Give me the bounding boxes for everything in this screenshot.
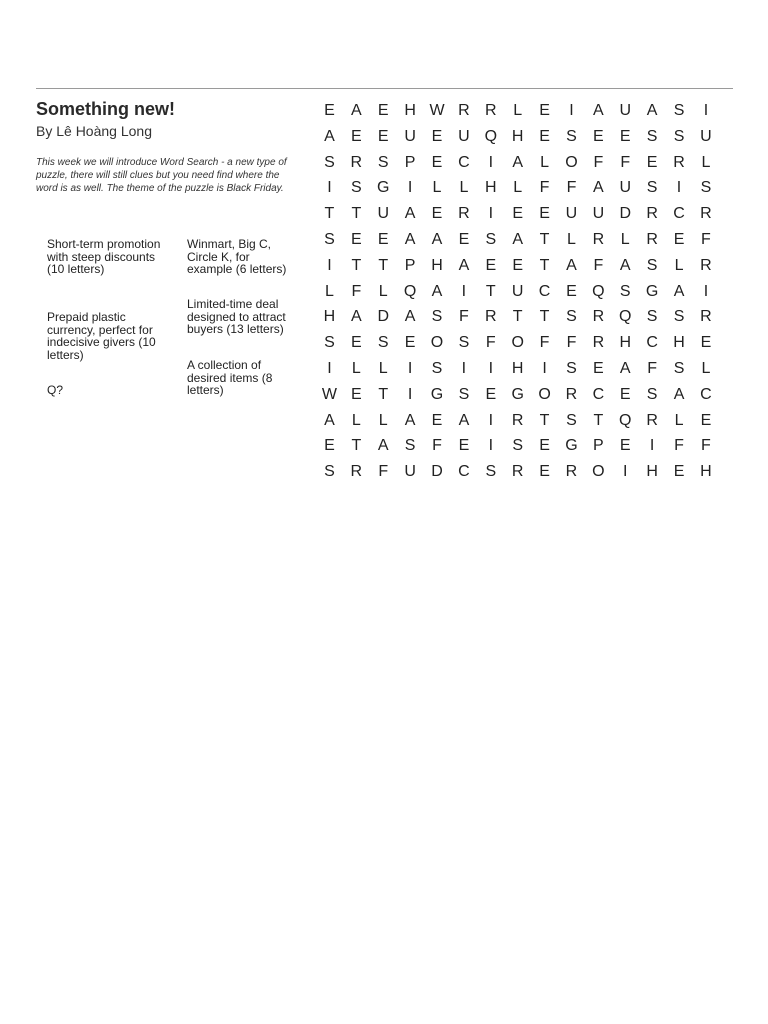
grid-cell[interactable]: S xyxy=(673,308,685,326)
grid-cell[interactable]: H xyxy=(700,463,712,481)
grid-cell[interactable]: L xyxy=(351,359,361,377)
grid-cell[interactable]: E xyxy=(431,127,443,145)
grid-cell[interactable]: C xyxy=(538,282,551,300)
grid-cell[interactable]: T xyxy=(351,437,362,455)
grid-cell[interactable]: E xyxy=(458,230,470,248)
grid-cell[interactable]: F xyxy=(539,179,550,197)
grid-cell[interactable]: C xyxy=(458,153,470,171)
grid-cell[interactable]: U xyxy=(619,179,632,197)
grid-cell[interactable]: E xyxy=(646,153,658,171)
grid-cell[interactable]: A xyxy=(404,411,416,429)
grid-cell[interactable]: C xyxy=(458,463,470,481)
grid-cell[interactable]: U xyxy=(404,127,416,145)
grid-cell[interactable]: R xyxy=(350,463,363,481)
grid-cell[interactable]: H xyxy=(404,102,416,119)
grid-cell[interactable]: A xyxy=(593,102,604,119)
grid-cell[interactable]: L xyxy=(513,179,523,197)
grid-cell[interactable]: T xyxy=(593,411,604,429)
grid-cell[interactable]: E xyxy=(539,463,550,481)
grid-cell[interactable]: A xyxy=(619,359,631,377)
grid-cell[interactable]: L xyxy=(540,153,550,171)
grid-cell[interactable]: O xyxy=(592,463,605,481)
grid-cell[interactable]: R xyxy=(458,102,470,119)
grid-cell[interactable]: I xyxy=(488,437,494,455)
grid-cell[interactable]: F xyxy=(566,334,577,352)
grid-row xyxy=(316,304,721,330)
grid-cell[interactable]: T xyxy=(512,308,523,326)
grid-cell[interactable]: S xyxy=(377,153,389,171)
grid-row xyxy=(316,201,721,227)
grid-cell[interactable]: E xyxy=(566,282,577,300)
grid-cell[interactable]: D xyxy=(619,205,632,223)
grid-cell[interactable]: I xyxy=(488,411,494,429)
grid-cell[interactable]: S xyxy=(324,153,335,171)
grid-cell[interactable]: L xyxy=(459,179,469,197)
grid-cell[interactable]: S xyxy=(458,385,470,403)
grid-cell[interactable]: E xyxy=(539,127,550,145)
clue-item: Short-term promotion with steep discounts (10 letters) xyxy=(47,237,161,276)
grid-row xyxy=(316,124,721,150)
grid-cell[interactable]: D xyxy=(431,463,443,481)
grid-cell[interactable]: S xyxy=(431,308,443,326)
grid-cell[interactable]: F xyxy=(620,153,631,171)
grid-cell[interactable]: R xyxy=(700,205,712,223)
grid-cell[interactable]: R xyxy=(565,385,578,403)
grid-cell[interactable]: F xyxy=(485,334,496,352)
grid-cell[interactable]: S xyxy=(566,411,577,429)
grid-cell[interactable]: S xyxy=(619,282,631,300)
grid-cell[interactable]: H xyxy=(511,127,524,145)
grid-row xyxy=(316,227,721,253)
grid-cell[interactable]: I xyxy=(623,463,628,481)
grid-cell[interactable]: H xyxy=(485,179,497,197)
grid-cell[interactable]: T xyxy=(485,282,496,300)
grid-cell[interactable]: C xyxy=(592,385,605,403)
grid-cell[interactable]: H xyxy=(431,256,443,274)
grid-cell[interactable]: G xyxy=(430,385,444,403)
grid-cell[interactable]: C xyxy=(700,385,712,403)
grid-cell[interactable]: F xyxy=(351,282,362,300)
grid-cell[interactable]: U xyxy=(511,282,524,300)
grid-cell[interactable]: U xyxy=(404,463,416,481)
grid-cell[interactable]: A xyxy=(619,256,631,274)
grid-cell[interactable]: H xyxy=(511,359,524,377)
grid-cell[interactable]: S xyxy=(673,359,685,377)
grid-cell[interactable]: S xyxy=(324,463,335,481)
grid-cell[interactable]: E xyxy=(324,437,335,455)
grid-cell[interactable]: A xyxy=(458,411,470,429)
grid-cell[interactable]: W xyxy=(429,102,445,119)
grid-cell[interactable]: I xyxy=(542,359,547,377)
grid-cell[interactable]: R xyxy=(592,230,605,248)
grid-cell[interactable]: R xyxy=(592,334,605,352)
grid-cell[interactable]: C xyxy=(646,334,658,352)
grid-cell[interactable]: T xyxy=(351,205,362,223)
grid-cell[interactable]: U xyxy=(700,127,712,145)
grid-cell[interactable]: T xyxy=(539,230,550,248)
grid-cell[interactable]: G xyxy=(511,385,524,403)
grid-cell[interactable]: S xyxy=(566,127,577,145)
word-search-grid[interactable] xyxy=(316,98,721,485)
grid-cell[interactable]: A xyxy=(646,102,658,119)
grid-cell[interactable]: R xyxy=(646,230,658,248)
grid-cell[interactable]: U xyxy=(377,205,389,223)
grid-cell[interactable]: R xyxy=(485,102,497,119)
grid-cell[interactable]: L xyxy=(674,411,684,429)
grid-cell[interactable]: U xyxy=(565,205,578,223)
grid-cell[interactable]: S xyxy=(431,359,443,377)
grid-cell[interactable]: L xyxy=(513,102,523,119)
grid-cell[interactable]: E xyxy=(351,127,362,145)
grid-cell[interactable]: H xyxy=(323,308,336,326)
grid-cell[interactable]: L xyxy=(432,179,442,197)
grid-cell[interactable]: E xyxy=(673,230,685,248)
clue-item: Q? xyxy=(47,383,64,397)
grid-cell[interactable]: L xyxy=(351,411,361,429)
clue-item: Limited-time deal designed to attract buyers (13 letters) xyxy=(187,297,286,336)
grid-cell[interactable]: I xyxy=(703,102,709,119)
grid-cell[interactable]: G xyxy=(565,437,578,455)
grid-cell[interactable]: I xyxy=(461,282,467,300)
grid-cell[interactable]: R xyxy=(700,308,712,326)
grid-cell[interactable]: H xyxy=(673,334,685,352)
grid-row xyxy=(316,356,721,382)
grid-cell[interactable]: G xyxy=(645,282,659,300)
grid-cell[interactable]: E xyxy=(485,385,497,403)
grid-cell[interactable]: P xyxy=(404,256,416,274)
grid-row xyxy=(316,98,721,124)
grid-cell[interactable]: F xyxy=(647,359,658,377)
grid-cell[interactable]: A xyxy=(377,437,389,455)
clue-item: Prepaid plastic currency, perfect for indecisive givers (10 letters) xyxy=(47,310,156,362)
grid-cell[interactable]: S xyxy=(377,334,389,352)
grid-cell[interactable]: O xyxy=(511,334,524,352)
grid-row xyxy=(316,330,721,356)
grid-cell[interactable]: T xyxy=(378,256,389,274)
grid-cell[interactable]: S xyxy=(566,308,577,326)
author-byline: By Lê Hoàng Long xyxy=(36,123,152,139)
grid-row xyxy=(316,382,721,408)
grid-cell[interactable]: E xyxy=(377,102,389,119)
grid-cell[interactable]: O xyxy=(430,334,444,352)
grid-cell[interactable]: S xyxy=(324,334,335,352)
grid-cell[interactable]: E xyxy=(700,334,712,352)
grid-cell[interactable]: A xyxy=(566,256,577,274)
grid-cell[interactable]: A xyxy=(673,282,685,300)
grid-cell[interactable]: D xyxy=(377,308,389,326)
grid-cell[interactable]: E xyxy=(512,256,524,274)
grid-cell[interactable]: E xyxy=(431,205,443,223)
intro-text: This week we will introduce Word Search - a new type of puzzle, there will still clues but you need find where the word is as well. The theme of the puzzle is Black Friday. xyxy=(36,157,287,194)
grid-cell[interactable]: A xyxy=(324,411,335,429)
grid-cell[interactable]: R xyxy=(511,463,524,481)
grid-cell[interactable]: T xyxy=(539,411,550,429)
grid-cell[interactable]: F xyxy=(539,334,550,352)
grid-cell[interactable]: S xyxy=(646,127,658,145)
grid-cell[interactable]: R xyxy=(646,205,658,223)
grid-cell[interactable]: I xyxy=(407,359,413,377)
grid-cell[interactable]: I xyxy=(461,359,467,377)
grid-cell[interactable]: U xyxy=(458,127,470,145)
grid-cell[interactable]: S xyxy=(646,308,658,326)
grid-cell[interactable]: F xyxy=(432,437,442,455)
grid-cell[interactable]: A xyxy=(512,230,524,248)
grid-cell[interactable]: O xyxy=(565,153,578,171)
grid-cell[interactable]: T xyxy=(378,385,389,403)
grid-cell[interactable]: R xyxy=(458,205,470,223)
grid-cell[interactable]: U xyxy=(619,102,632,119)
clue-item: A collection of desired items (8 letters) xyxy=(187,358,273,397)
grid-cell[interactable]: H xyxy=(646,463,658,481)
grid-cell[interactable]: E xyxy=(377,230,389,248)
grid-cell[interactable]: E xyxy=(619,437,631,455)
grid-cell[interactable]: S xyxy=(351,179,362,197)
grid-cell[interactable]: L xyxy=(701,153,711,171)
grid-cell[interactable]: I xyxy=(488,153,494,171)
grid-cell[interactable]: E xyxy=(619,385,631,403)
grid-cell[interactable]: I xyxy=(407,179,413,197)
grid-cell[interactable]: E xyxy=(539,437,550,455)
clue-list xyxy=(47,238,297,408)
grid-cell[interactable]: A xyxy=(673,385,685,403)
grid-cell[interactable]: Q xyxy=(592,282,605,300)
grid-cell[interactable]: E xyxy=(700,411,712,429)
grid-cell[interactable]: R xyxy=(511,411,524,429)
grid-row xyxy=(316,408,721,434)
grid-cell[interactable]: I xyxy=(327,256,332,274)
grid-cell[interactable]: S xyxy=(485,230,497,248)
grid-cell[interactable]: F xyxy=(459,308,469,326)
grid-cell[interactable]: A xyxy=(351,308,362,326)
grid-cell[interactable]: I xyxy=(327,359,332,377)
grid-row xyxy=(316,253,721,279)
grid-cell[interactable]: L xyxy=(620,230,630,248)
grid-cell[interactable]: R xyxy=(350,153,363,171)
grid-cell[interactable]: F xyxy=(701,437,711,455)
grid-cell[interactable]: L xyxy=(701,359,711,377)
grid-cell[interactable]: Q xyxy=(403,282,417,300)
grid-cell[interactable]: G xyxy=(377,179,390,197)
grid-cell[interactable]: I xyxy=(488,205,494,223)
grid-cell[interactable]: I xyxy=(703,282,709,300)
grid-cell[interactable]: T xyxy=(324,205,335,223)
grid-cell[interactable]: O xyxy=(538,385,551,403)
grid-cell[interactable]: R xyxy=(485,308,497,326)
grid-cell[interactable]: S xyxy=(566,359,577,377)
grid-cell[interactable]: E xyxy=(351,334,362,352)
grid-cell[interactable]: L xyxy=(378,282,388,300)
grid-cell[interactable]: R xyxy=(700,256,712,274)
grid-cell[interactable]: I xyxy=(407,385,413,403)
grid-cell[interactable]: S xyxy=(673,127,685,145)
grid-cell[interactable]: L xyxy=(324,282,334,300)
grid-cell[interactable]: E xyxy=(512,205,524,223)
grid-cell[interactable]: F xyxy=(566,179,577,197)
grid-row xyxy=(316,459,721,485)
grid-cell[interactable]: S xyxy=(404,437,416,455)
grid-cell[interactable]: T xyxy=(539,256,550,274)
grid-cell[interactable]: L xyxy=(378,359,388,377)
grid-cell[interactable]: E xyxy=(539,102,550,119)
grid-cell[interactable]: E xyxy=(404,334,416,352)
grid-cell[interactable]: I xyxy=(488,359,494,377)
grid-cell[interactable]: E xyxy=(593,127,604,145)
grid-cell[interactable]: S xyxy=(324,230,335,248)
grid-cell[interactable]: E xyxy=(619,127,631,145)
grid-cell[interactable]: S xyxy=(700,179,712,197)
grid-cell[interactable]: A xyxy=(593,179,604,197)
grid-row xyxy=(316,150,721,176)
grid-cell[interactable]: W xyxy=(321,385,337,403)
grid-cell[interactable]: E xyxy=(351,230,362,248)
grid-cell[interactable]: Q xyxy=(484,127,498,145)
grid-cell[interactable]: F xyxy=(674,437,684,455)
grid-cell[interactable]: S xyxy=(485,463,497,481)
grid-cell[interactable]: I xyxy=(676,179,682,197)
grid-cell[interactable]: F xyxy=(378,463,389,481)
clue-item: Winmart, Big C, Circle K, for example (6 letters) xyxy=(187,237,287,276)
grid-cell[interactable]: F xyxy=(701,230,711,248)
grid-cell[interactable]: A xyxy=(404,308,416,326)
grid-row xyxy=(316,433,721,459)
grid-cell[interactable]: A xyxy=(351,102,362,119)
grid-cell[interactable]: E xyxy=(431,411,443,429)
grid-cell[interactable]: E xyxy=(324,102,335,119)
header-divider xyxy=(36,88,733,89)
grid-cell[interactable]: A xyxy=(512,153,524,171)
grid-cell[interactable]: S xyxy=(646,385,658,403)
page-title: Something new! xyxy=(36,99,175,119)
grid-cell[interactable]: E xyxy=(539,205,550,223)
grid-cell[interactable]: E xyxy=(458,437,470,455)
grid-cell[interactable]: H xyxy=(619,334,632,352)
grid-row xyxy=(316,175,721,201)
grid-cell[interactable]: L xyxy=(567,230,576,248)
grid-cell[interactable]: C xyxy=(673,205,685,223)
grid-cell[interactable]: E xyxy=(673,463,685,481)
grid-cell[interactable]: E xyxy=(377,127,389,145)
grid-cell[interactable]: L xyxy=(378,411,388,429)
grid-cell[interactable]: E xyxy=(431,153,443,171)
grid-cell[interactable]: A xyxy=(431,282,443,300)
grid-cell[interactable]: I xyxy=(649,437,655,455)
grid-row xyxy=(316,279,721,305)
grid-cell[interactable]: L xyxy=(674,256,684,274)
grid-cell[interactable]: T xyxy=(351,256,362,274)
grid-cell[interactable]: A xyxy=(324,127,335,145)
grid-cell[interactable]: Q xyxy=(619,411,632,429)
grid-cell[interactable]: Q xyxy=(619,308,632,326)
grid-cell[interactable]: T xyxy=(539,308,550,326)
grid-cell[interactable]: R xyxy=(673,153,685,171)
grid-cell[interactable]: R xyxy=(646,411,658,429)
grid-cell[interactable]: U xyxy=(592,205,605,223)
grid-cell[interactable]: S xyxy=(512,437,524,455)
grid-cell[interactable]: I xyxy=(569,102,574,119)
grid-cell[interactable]: I xyxy=(327,179,332,197)
grid-cell[interactable]: R xyxy=(565,463,578,481)
grid-cell[interactable]: S xyxy=(458,334,470,352)
grid-cell[interactable]: E xyxy=(351,385,362,403)
grid-cell[interactable]: S xyxy=(646,256,658,274)
puzzle-info xyxy=(36,98,298,195)
grid-cell[interactable]: A xyxy=(404,205,416,223)
grid-cell[interactable]: S xyxy=(646,179,658,197)
grid-cell[interactable]: R xyxy=(592,308,605,326)
grid-cell[interactable]: E xyxy=(593,359,604,377)
grid-cell[interactable]: S xyxy=(673,102,685,119)
grid-cell[interactable]: P xyxy=(404,153,416,171)
grid-cell[interactable]: P xyxy=(593,437,604,455)
grid-cell[interactable]: E xyxy=(485,256,497,274)
grid-cell[interactable]: F xyxy=(593,256,604,274)
grid-cell[interactable]: A xyxy=(458,256,470,274)
grid-cell[interactable]: F xyxy=(593,153,604,171)
grid-cell[interactable]: A xyxy=(404,230,416,248)
grid-cell[interactable]: A xyxy=(431,230,443,248)
